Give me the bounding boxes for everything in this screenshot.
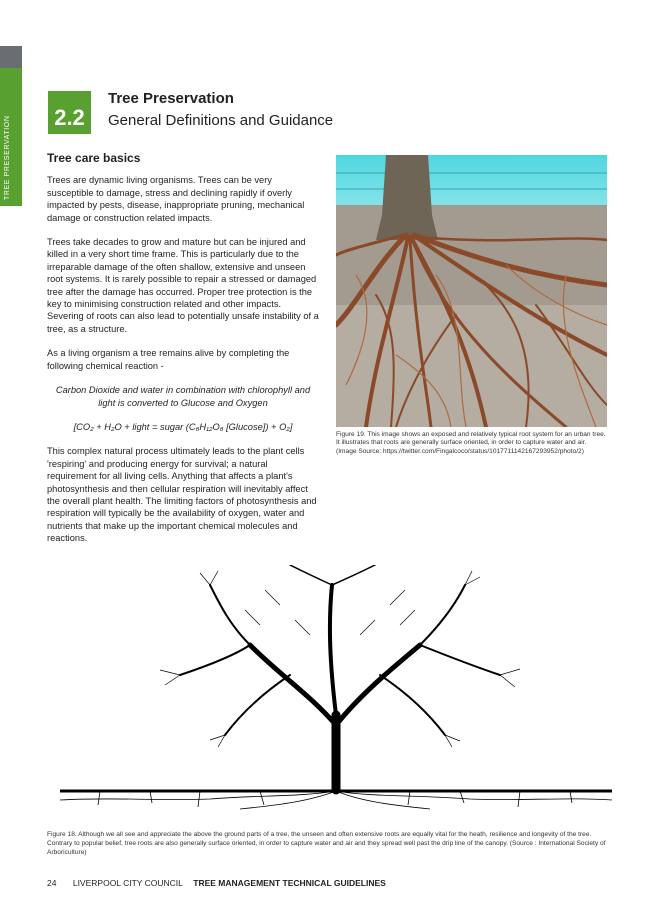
side-tab-label: TREE PRESERVATION xyxy=(4,115,11,200)
body-column xyxy=(47,152,319,557)
figure-19-caption: Figure 19. This image shows an exposed and relatively typical root system for an urban tree. It illustrates that roots are generally surface oriented, in order to capture water and air. (Image Source: https://twitter.com/Fingalcoco/status/1017711142167293952/photo/2) xyxy=(336,431,606,455)
body-heading: Tree care basics xyxy=(47,151,141,165)
page-footer xyxy=(47,878,386,888)
body-paragraph-1: Trees are dynamic living organisms. Trees can be very susceptible to damage, stress and declining rapidly if overly impacted by pests, disease, inappropriate pruning, mechanical damage or construction related impacts. xyxy=(47,175,305,223)
body-paragraph-2: Trees take decades to grow and mature but can be injured and killed in a very short time frame. This is particularly due to the irreparable damage of the often shallow, extensive and unseen root systems. It is rarely possible to repair a stressed or damaged tree after the damage has occurred. Proper tree protection is the key to minimising construction related and other impacts. Severing of roots can also lead to potentially unsafe instability of a tree, as a structure. xyxy=(47,237,319,334)
tree-root-illustration xyxy=(60,565,612,825)
equation-description: Carbon Dioxide and water in combination with chlorophyll and light is converted to Glucose and Oxygen xyxy=(55,385,311,408)
chemical-equation: [CO₂ + H₂O + light = sugar (C₆H₁₂O₆ [Glucose]) + O₂] xyxy=(73,421,293,432)
footer-document-title: TREE MANAGEMENT TECHNICAL GUIDELINES xyxy=(193,878,386,888)
body-paragraph-4: This complex natural process ultimately leads to the plant cells 'respiring' and producing energy for survival; a natural requirement for all living cells. Anything that affects a plant's photosynthesis and then cellular respiration will inevitably affect the overall plant health. The limiting factors of photosynthesis and respiration will typically be the availability of oxygen, water and nutrients that make up the important chemical molecules and reactions. xyxy=(47,446,317,544)
section-title: Tree Preservation xyxy=(108,90,234,107)
side-tab-cap xyxy=(0,46,22,68)
section-number-badge: 2.2 xyxy=(48,91,91,134)
body-paragraph-3: As a living organism a tree remains alive by completing the following chemical reaction - xyxy=(47,348,290,371)
section-subtitle: General Definitions and Guidance xyxy=(108,112,334,129)
footer-organisation: LIVERPOOL CITY COUNCIL xyxy=(72,878,183,888)
page-number: 24 xyxy=(47,878,57,888)
root-system-photo xyxy=(336,155,607,427)
figure-18-caption: Figure 18. Although we all see and appreciate the above the ground parts of a tree, the unseen and often extensive roots are equally vital for the heath, resilience and longevity of the tree. Contrary to popular belief, tree roots are also generally surface oriented, in order to capture water and air and they spread well past the drip line of the canopy. (Source : International Society of Arboriculture) xyxy=(47,831,606,856)
